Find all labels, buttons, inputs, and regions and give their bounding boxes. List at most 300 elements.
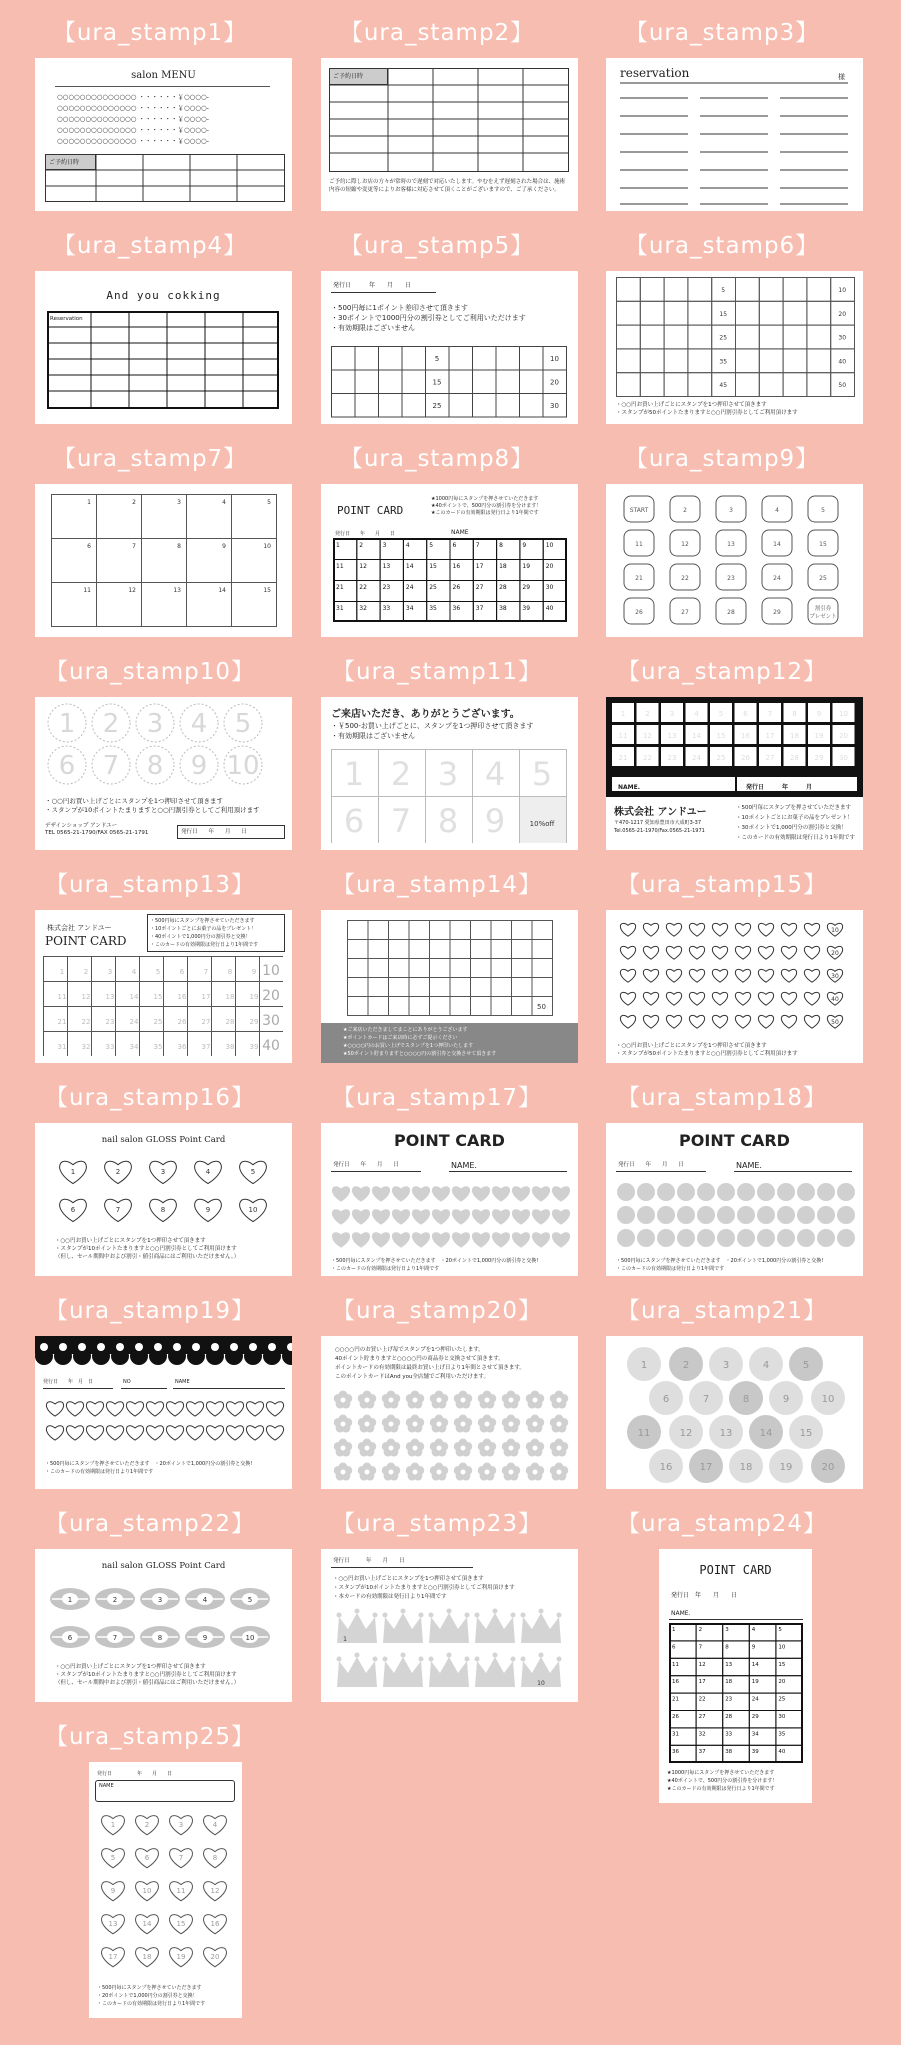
crown-jewel bbox=[429, 1657, 434, 1662]
stamp-number: 20 bbox=[839, 732, 848, 740]
stamp-circle bbox=[697, 1229, 715, 1247]
heart-stamp bbox=[372, 1233, 389, 1247]
card-ura-stamp5[interactable] bbox=[321, 271, 578, 424]
stamp-cell bbox=[759, 349, 783, 373]
stamp-cell bbox=[450, 940, 471, 959]
stamp-number: 1 bbox=[343, 755, 365, 793]
crown-jewel bbox=[465, 1613, 470, 1618]
stamp-number: 5 bbox=[250, 1168, 256, 1176]
heart-stamp bbox=[392, 1233, 409, 1247]
heart-stamp bbox=[392, 1187, 409, 1201]
card-ura-stamp6[interactable] bbox=[606, 271, 863, 424]
stamp-number: 7 bbox=[115, 1206, 121, 1214]
card-ura-stamp14[interactable] bbox=[321, 910, 578, 1063]
stamp-number: 31 bbox=[57, 1043, 67, 1051]
flower-center bbox=[437, 1470, 442, 1475]
template-label: 【ura_stamp22】 bbox=[45, 1511, 255, 1537]
crown-jewel bbox=[447, 1653, 452, 1658]
stamp-cell bbox=[759, 325, 783, 349]
card-title: And you cokking bbox=[106, 289, 221, 302]
stamp-number: 21 bbox=[618, 754, 628, 762]
stamp-cell bbox=[450, 921, 471, 940]
stamp-cell bbox=[389, 940, 410, 959]
stamp-circle bbox=[637, 1229, 655, 1247]
stamp-number: 2 bbox=[144, 1821, 150, 1829]
divider bbox=[734, 1171, 852, 1172]
stamp-cell bbox=[368, 940, 389, 959]
stamp-cell bbox=[491, 921, 512, 940]
divider bbox=[55, 86, 270, 87]
stamp-cell bbox=[368, 978, 389, 997]
lace-hole bbox=[78, 1343, 86, 1351]
heart-stamp bbox=[712, 946, 727, 959]
template-label: 【ura_stamp2】 bbox=[339, 20, 535, 46]
stamp-cell bbox=[736, 373, 760, 397]
issue-date-box: 発行日 年 月 日 bbox=[177, 825, 285, 839]
stamp-cell bbox=[348, 997, 369, 1016]
stamp-cell bbox=[617, 301, 641, 325]
stamp-cell bbox=[512, 997, 533, 1016]
stamp-number: 1 bbox=[87, 499, 91, 506]
name-label: NAME. bbox=[451, 1161, 477, 1170]
stamp-number: 33 bbox=[725, 1731, 733, 1738]
stamp-cell bbox=[368, 959, 389, 978]
stamp-number: 5 bbox=[802, 1360, 810, 1371]
stamp-number: 17 bbox=[765, 732, 775, 740]
card-ura-stamp7[interactable] bbox=[35, 484, 292, 637]
no-label: NO bbox=[123, 1379, 131, 1385]
stamp-number: 12 bbox=[81, 993, 91, 1001]
card-ura-stamp19[interactable] bbox=[35, 1336, 292, 1489]
stamp-number: 18 bbox=[225, 993, 235, 1001]
stamp-cell bbox=[688, 373, 712, 397]
date-header: ご予約日時 bbox=[49, 159, 80, 166]
heart-stamp bbox=[666, 923, 681, 936]
stamp-number: 1 bbox=[640, 1360, 648, 1371]
stamp-number: 8 bbox=[160, 1206, 166, 1214]
stamp-cell bbox=[520, 370, 544, 394]
divider bbox=[43, 1388, 113, 1389]
stamp-cell bbox=[640, 373, 664, 397]
heart-stamp bbox=[781, 992, 796, 1005]
stamp-circle bbox=[837, 1183, 855, 1201]
stamp-number: 27 bbox=[681, 609, 689, 616]
stamp-cell bbox=[471, 997, 492, 1016]
stamp-circle bbox=[797, 1206, 815, 1224]
stamp-cell bbox=[664, 373, 688, 397]
flower-center bbox=[341, 1422, 346, 1427]
flower-center bbox=[557, 1422, 562, 1427]
stamp-number: 23 bbox=[382, 584, 391, 591]
stamp-number: 5 bbox=[778, 1627, 782, 1633]
flower-center bbox=[365, 1398, 370, 1403]
card-ura-stamp3[interactable] bbox=[606, 58, 863, 211]
flower-center bbox=[509, 1446, 514, 1451]
heart-stamp bbox=[620, 923, 635, 936]
stamp-cell bbox=[348, 959, 369, 978]
stamp-cell bbox=[736, 349, 760, 373]
table-header: Reservation bbox=[50, 316, 83, 322]
stamp-grid bbox=[606, 697, 863, 797]
stamp-number: 15 bbox=[263, 587, 271, 594]
heart-stamp bbox=[412, 1233, 429, 1247]
stamp-number: 1 bbox=[110, 1821, 116, 1829]
heart-stamp bbox=[666, 946, 681, 959]
heart-stamp bbox=[758, 969, 773, 982]
stamp-cell bbox=[450, 959, 471, 978]
stamp-cell bbox=[491, 959, 512, 978]
flower-stamp-grid bbox=[331, 1388, 571, 1484]
name-label: NAME bbox=[99, 1783, 114, 1789]
issue-date: 発行日 年 月 日 bbox=[333, 282, 412, 289]
heart-stamp bbox=[666, 992, 681, 1005]
stamp-number: 39 bbox=[249, 1043, 259, 1051]
stamp-number: 4 bbox=[190, 709, 208, 739]
stamp-number: 3 bbox=[437, 755, 459, 793]
stamp-cell bbox=[430, 997, 451, 1016]
heart-stamp bbox=[392, 1210, 409, 1224]
stamp-number: 23 bbox=[105, 1018, 115, 1026]
stamp-number: 10 bbox=[831, 927, 839, 934]
lace-hole bbox=[154, 1343, 162, 1351]
stamp-number: 3 bbox=[382, 542, 387, 549]
card-ura-stamp12[interactable] bbox=[606, 697, 863, 850]
stamp-number: 1 bbox=[343, 1636, 347, 1643]
card-ura-stamp21[interactable] bbox=[606, 1336, 863, 1489]
flower-center bbox=[485, 1422, 490, 1427]
stamp-number: 15 bbox=[778, 1661, 786, 1668]
card-ura-stamp13[interactable] bbox=[35, 910, 292, 1063]
card-ura-stamp8[interactable] bbox=[321, 484, 578, 637]
template-label: 【ura_stamp23】 bbox=[332, 1511, 542, 1537]
stamp-number: 16 bbox=[452, 563, 461, 570]
stamp-number: 14 bbox=[129, 993, 139, 1001]
stamp-number: START bbox=[629, 507, 649, 514]
stamp-number: 25 bbox=[153, 1018, 163, 1026]
info-strip bbox=[612, 777, 857, 791]
stamp-cell bbox=[402, 394, 426, 418]
stamp-number: 40 bbox=[831, 996, 839, 1003]
stamp-circle bbox=[837, 1229, 855, 1247]
stamp-number: 14 bbox=[751, 1661, 759, 1668]
stamp-number: 17 bbox=[108, 1953, 118, 1961]
issue-date: 発行日 年 月 日 bbox=[43, 1379, 94, 1385]
template-label: 【ura_stamp9】 bbox=[624, 446, 820, 472]
heart-stamp bbox=[146, 1402, 163, 1416]
stamp-number: 1 bbox=[672, 1627, 676, 1633]
stamp-number: 40 bbox=[838, 358, 847, 366]
card-ura-stamp23[interactable] bbox=[321, 1549, 578, 1702]
lace-hole bbox=[59, 1343, 67, 1351]
stamp-number: 25 bbox=[778, 1696, 786, 1703]
stamp-number: 30 bbox=[262, 1013, 280, 1029]
stamp-number: 6 bbox=[179, 968, 185, 976]
stamp-number: 39 bbox=[522, 605, 531, 612]
stamp-number: 39 bbox=[751, 1748, 759, 1755]
reservation-table bbox=[47, 311, 279, 409]
lace-hole bbox=[97, 1343, 105, 1351]
stamp-grid bbox=[331, 346, 571, 418]
stamp-number: プレゼント bbox=[809, 614, 837, 620]
stamp-number: 10 bbox=[821, 1394, 835, 1405]
lace-hole bbox=[116, 1343, 124, 1351]
heart-stamp bbox=[666, 969, 681, 982]
stamp-cell bbox=[332, 370, 356, 394]
card-ura-stamp17[interactable] bbox=[321, 1123, 578, 1276]
name-label: NAME. bbox=[671, 1610, 691, 1617]
stamp-circle bbox=[777, 1183, 795, 1201]
stamp-number: 3 bbox=[146, 709, 164, 739]
date-header: ご予約日時 bbox=[333, 73, 364, 80]
heart-stamp bbox=[246, 1426, 263, 1440]
stamp-number: 13 bbox=[727, 541, 735, 548]
stamp-cell bbox=[389, 959, 410, 978]
stamp-number: 4 bbox=[222, 499, 226, 506]
card-ura-stamp1[interactable] bbox=[35, 58, 292, 211]
stamp-circle bbox=[697, 1183, 715, 1201]
heart-stamp-grid bbox=[49, 1151, 279, 1231]
stamp-cell bbox=[491, 940, 512, 959]
stamp-number: 30 bbox=[550, 402, 559, 410]
notes: ★1000円毎にスタンプを押させていただきます ★40ポイントで、500円分の割引券を分けます！ ★このカードの有効期限は発行日より1年間です bbox=[431, 496, 542, 516]
stamp-number: 36 bbox=[452, 605, 461, 612]
stamp-cell bbox=[496, 370, 520, 394]
card-ura-stamp4[interactable] bbox=[35, 271, 292, 424]
stamp-number: 19 bbox=[522, 563, 531, 570]
stamp-number: 8 bbox=[742, 1394, 750, 1405]
stamp-number: 20 bbox=[262, 988, 280, 1004]
stamp-number: 9 bbox=[222, 543, 226, 550]
stamp-number: 35 bbox=[153, 1043, 163, 1051]
reservation-table bbox=[329, 68, 569, 172]
card-ura-stamp18[interactable] bbox=[606, 1123, 863, 1276]
stamp-number: 9 bbox=[751, 1644, 756, 1651]
stamp-cell bbox=[409, 959, 430, 978]
heart-stamp bbox=[66, 1426, 83, 1440]
stamp-number: 4 bbox=[202, 1596, 208, 1604]
stamp-number: 3 bbox=[725, 1627, 729, 1633]
stamp-number: 33 bbox=[382, 605, 391, 612]
heart-stamp bbox=[620, 1015, 635, 1028]
stamp-circle bbox=[737, 1183, 755, 1201]
card-ura-stamp16[interactable] bbox=[35, 1123, 292, 1276]
stamp-number: 11 bbox=[83, 587, 91, 594]
stamp-number: 1 bbox=[336, 542, 340, 549]
crown-stamp bbox=[383, 1613, 423, 1643]
heart-stamp bbox=[352, 1233, 369, 1247]
crown-stamp bbox=[521, 1613, 561, 1643]
stamp-cell bbox=[450, 978, 471, 997]
stamp-cell bbox=[430, 940, 451, 959]
flower-center bbox=[389, 1422, 394, 1427]
stamp-number: 20 bbox=[821, 1462, 835, 1473]
stamp-cell bbox=[402, 370, 426, 394]
template-label: 【ura_stamp15】 bbox=[617, 872, 827, 898]
card-title: POINT CARD bbox=[337, 504, 404, 517]
stamp-cell bbox=[512, 921, 533, 940]
stamp-cell bbox=[807, 301, 831, 325]
stamp-number: 27 bbox=[698, 1714, 706, 1720]
stamp-grid bbox=[51, 494, 277, 628]
stamp-cell bbox=[688, 325, 712, 349]
heart-stamp bbox=[532, 1210, 549, 1224]
heart-stamp bbox=[332, 1233, 349, 1247]
stamp-number: 24 bbox=[751, 1696, 759, 1703]
template-label: 【ura_stamp1】 bbox=[52, 20, 248, 46]
stamp-number: 32 bbox=[698, 1731, 706, 1738]
stamp-number: 11 bbox=[57, 993, 67, 1001]
card-ura-stamp9[interactable] bbox=[606, 484, 863, 637]
stamp-circle bbox=[637, 1206, 655, 1224]
stamp-cell bbox=[783, 301, 807, 325]
stamp-number: 23 bbox=[667, 754, 677, 762]
stamp-circle bbox=[777, 1206, 795, 1224]
heart-stamp bbox=[512, 1210, 529, 1224]
menu-list bbox=[57, 92, 277, 147]
stamp-circle bbox=[757, 1183, 775, 1201]
heart-stamp bbox=[620, 969, 635, 982]
stamp-number: 25 bbox=[432, 402, 442, 410]
stamp-number: 10 bbox=[142, 1887, 152, 1895]
heart-stamp bbox=[712, 992, 727, 1005]
stamp-number: 10 bbox=[226, 751, 260, 781]
stamp-number: 13 bbox=[105, 993, 115, 1001]
issue-date: 発行日 年 月 bbox=[746, 784, 813, 791]
stamp-number: 6 bbox=[58, 751, 76, 781]
heart-stamp bbox=[266, 1402, 283, 1416]
stamp-number: 6 bbox=[87, 543, 91, 550]
crown-jewel bbox=[355, 1609, 360, 1614]
card-ura-stamp2[interactable] bbox=[321, 58, 578, 211]
stamp-cell bbox=[688, 349, 712, 373]
card-title: nail salon GLOSS Point Card bbox=[101, 1561, 226, 1571]
stamp-number: 5 bbox=[434, 355, 440, 363]
stamp-number: 4 bbox=[694, 710, 699, 718]
divider bbox=[331, 1171, 421, 1172]
stamp-number: 18 bbox=[142, 1953, 152, 1961]
stamp-number: 15 bbox=[432, 378, 442, 387]
stamp-number: 5 bbox=[821, 507, 825, 514]
stamp-number: 18 bbox=[739, 1462, 753, 1473]
stamp-circle bbox=[677, 1183, 695, 1201]
stamp-grid bbox=[347, 920, 553, 1016]
stamp-number: 29 bbox=[814, 754, 824, 762]
card-ura-stamp10[interactable] bbox=[35, 697, 292, 850]
stamp-number: 9 bbox=[484, 802, 506, 840]
stamp-cell bbox=[783, 325, 807, 349]
stamp-number: 4 bbox=[751, 1627, 756, 1633]
card-ura-stamp20[interactable] bbox=[321, 1336, 578, 1489]
stamp-cell bbox=[640, 325, 664, 349]
stamp-number: 10 bbox=[838, 287, 847, 294]
heart-stamp bbox=[689, 992, 704, 1005]
stamp-number: 12 bbox=[679, 1428, 693, 1439]
heart-stamp bbox=[492, 1233, 509, 1247]
heart-stamp bbox=[532, 1233, 549, 1247]
stamp-number: 25 bbox=[429, 584, 437, 591]
stamp-number: 3 bbox=[177, 499, 181, 506]
crown-jewel bbox=[493, 1653, 498, 1658]
stamp-cell bbox=[520, 394, 544, 418]
card-ura-stamp24[interactable] bbox=[659, 1549, 812, 1803]
card-ura-stamp15[interactable] bbox=[606, 910, 863, 1063]
stamp-cell bbox=[664, 278, 688, 302]
stamp-cell bbox=[332, 394, 356, 418]
heart-stamp bbox=[432, 1210, 449, 1224]
flower-center bbox=[485, 1470, 490, 1475]
stamp-number: 25 bbox=[716, 754, 726, 762]
heart-stamp bbox=[552, 1187, 569, 1201]
divider bbox=[669, 1619, 803, 1620]
stamp-number: 6 bbox=[743, 710, 748, 718]
lace-hole bbox=[173, 1343, 181, 1351]
crown-stamp bbox=[429, 1613, 469, 1643]
stamp-cell bbox=[473, 394, 497, 418]
stamp-number: 15 bbox=[153, 993, 163, 1001]
flower-center bbox=[509, 1398, 514, 1403]
stamp-number: 5 bbox=[234, 709, 252, 739]
heart-stamp bbox=[643, 923, 658, 936]
crown-stamp bbox=[337, 1657, 377, 1687]
stamp-number: 34 bbox=[751, 1731, 759, 1738]
stamp-number: 7 bbox=[112, 1634, 118, 1642]
flower-center bbox=[365, 1446, 370, 1451]
divider bbox=[121, 1388, 167, 1389]
name-label: NAME. bbox=[736, 1161, 762, 1170]
heart-stamp bbox=[735, 969, 750, 982]
stamp-number: 3 bbox=[157, 1596, 163, 1604]
stamp-number: 10%off bbox=[529, 820, 555, 828]
stamp-number: 17 bbox=[698, 1679, 706, 1686]
stamp-number: 4 bbox=[762, 1360, 770, 1371]
stamp-circle bbox=[797, 1229, 815, 1247]
heart-stamp bbox=[712, 969, 727, 982]
heart-stamp bbox=[712, 1015, 727, 1028]
stamp-number: 26 bbox=[635, 609, 643, 616]
heart-stamp bbox=[804, 946, 819, 959]
heart-stamp bbox=[643, 1015, 658, 1028]
heart-stamp bbox=[432, 1187, 449, 1201]
stamp-cell bbox=[389, 997, 410, 1016]
stamp-number: 5 bbox=[247, 1596, 253, 1604]
stamp-number: 13 bbox=[725, 1661, 733, 1668]
stamp-number: 11 bbox=[635, 541, 643, 548]
heart-stamp bbox=[492, 1210, 509, 1224]
card-ura-stamp25[interactable] bbox=[89, 1762, 242, 2018]
stamp-number: 9 bbox=[110, 1887, 116, 1895]
stamp-number: 2 bbox=[83, 968, 89, 976]
flower-center bbox=[365, 1422, 370, 1427]
stamp-number: 17 bbox=[475, 563, 484, 570]
stamp-number: 8 bbox=[177, 543, 181, 550]
stamp-number: 19 bbox=[249, 993, 259, 1001]
stamp-number: 16 bbox=[210, 1920, 220, 1928]
heart-stamp-grid bbox=[95, 1806, 235, 1974]
stamp-cell bbox=[348, 940, 369, 959]
stamp-number: 3 bbox=[178, 1821, 184, 1829]
stamp-cell bbox=[430, 959, 451, 978]
card-ura-stamp22[interactable] bbox=[35, 1549, 292, 1702]
card-ura-stamp11[interactable] bbox=[321, 697, 578, 850]
stamp-number: 18 bbox=[790, 732, 799, 740]
stamp-number: 30 bbox=[838, 334, 847, 342]
stamp-number: 21 bbox=[57, 1018, 67, 1026]
crown-jewel bbox=[557, 1657, 562, 1662]
stamp-number: 27 bbox=[475, 584, 484, 591]
stamp-number: 19 bbox=[779, 1462, 793, 1473]
stamp-number: 13 bbox=[108, 1920, 118, 1928]
stamp-number: 7 bbox=[390, 802, 412, 840]
